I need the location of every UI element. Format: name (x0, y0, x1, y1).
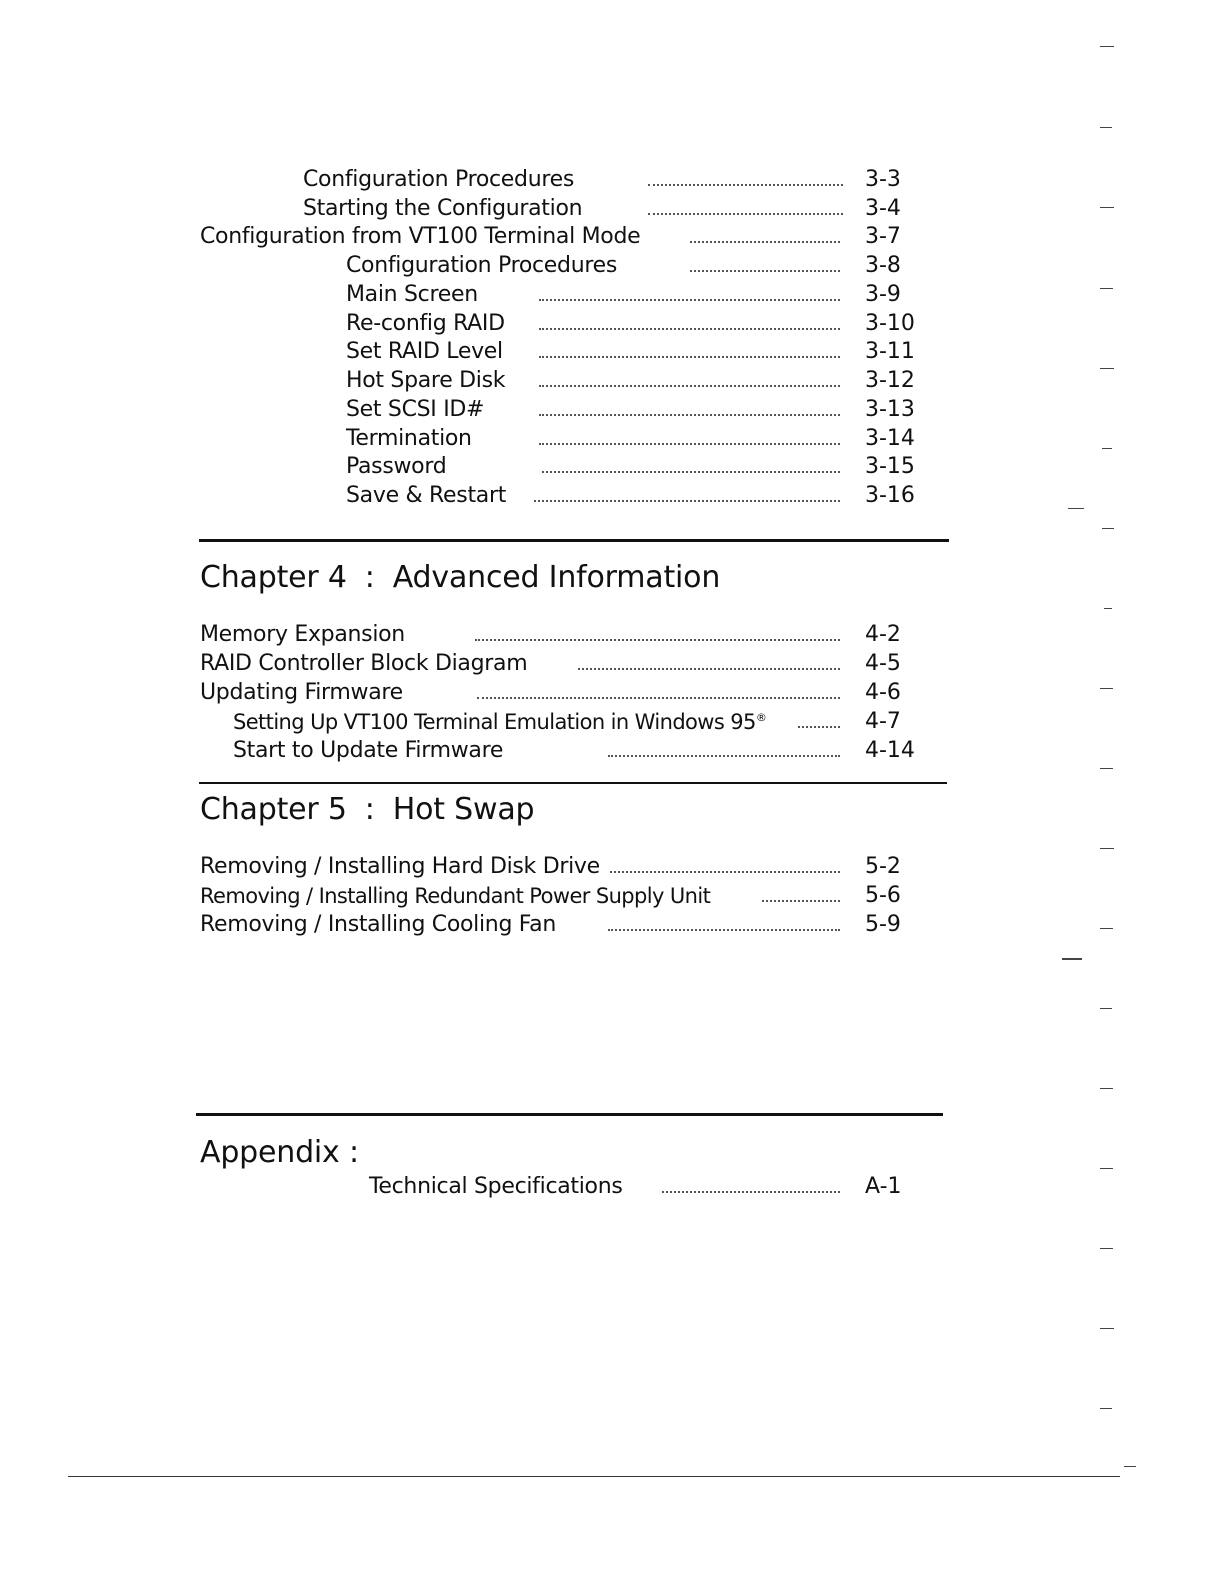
dot-leader (610, 871, 840, 873)
dot-leader (534, 500, 840, 502)
toc-entry-label: Start to Update Firmware (233, 738, 504, 763)
margin-mark (1100, 127, 1112, 128)
dot-leader (762, 900, 840, 902)
chapter-heading (200, 560, 720, 596)
toc-entry-label-text: Setting Up VT100 Terminal Emulation in Windows 95 (233, 710, 756, 734)
toc-entry[interactable] (346, 396, 923, 424)
toc-entry-label: Re-config RAID (346, 311, 505, 336)
margin-mark (1100, 288, 1113, 289)
margin-mark (1068, 508, 1084, 509)
toc-entry[interactable] (200, 853, 923, 881)
page-bottom-rule (68, 1476, 1120, 1477)
toc-entry[interactable] (200, 911, 923, 939)
toc-entry-page: 4-14 (865, 738, 915, 763)
toc-entry-page: 5-9 (865, 912, 901, 937)
toc-entry[interactable] (233, 737, 923, 765)
toc-entry-label: Removing / Installing Hard Disk Drive (200, 854, 600, 879)
margin-mark (1100, 1008, 1112, 1009)
toc-entry-label: Password (346, 454, 447, 479)
appendix-heading: Appendix : (200, 1135, 359, 1170)
toc-entry[interactable] (346, 453, 923, 481)
margin-mark (1062, 958, 1082, 960)
dot-leader (608, 929, 840, 931)
toc-entry-page: 3-7 (865, 224, 901, 249)
toc-entry-label: Set SCSI ID# (346, 397, 485, 422)
toc-entry-label: Technical Specifications (369, 1174, 623, 1199)
dot-leader (662, 1191, 840, 1193)
chapter-separator: : (364, 792, 375, 827)
toc-entry[interactable] (233, 708, 923, 736)
margin-mark (1100, 1248, 1113, 1249)
toc-entry[interactable] (346, 281, 923, 309)
chapter-number: Chapter 4 (200, 560, 347, 595)
registered-mark: ® (755, 711, 767, 724)
toc-entry-label: Configuration from VT100 Terminal Mode (200, 224, 641, 249)
margin-mark (1100, 1328, 1114, 1329)
dot-leader (690, 270, 840, 272)
toc-entry-label: Set RAID Level (346, 339, 503, 364)
toc-entry[interactable] (346, 338, 923, 366)
margin-mark (1100, 46, 1114, 47)
toc-entry[interactable] (200, 650, 923, 678)
section-divider (199, 782, 947, 784)
dot-leader (477, 697, 840, 699)
toc-entry[interactable] (346, 310, 923, 338)
margin-mark (1124, 1466, 1136, 1467)
dot-leader (475, 639, 840, 641)
toc-entry-page: 3-11 (865, 339, 915, 364)
toc-entry-page: 4-5 (865, 651, 901, 676)
dot-leader (539, 385, 840, 387)
toc-entry-page: 3-16 (865, 483, 915, 508)
chapter-title: Hot Swap (392, 792, 535, 827)
toc-entry-label: Configuration Procedures (346, 253, 617, 278)
toc-entry-label: Save & Restart (346, 483, 507, 508)
toc-entry-label: Removing / Installing Redundant Power Supply Unit (200, 884, 711, 908)
toc-entry[interactable] (200, 679, 923, 707)
chapter-separator: : (364, 560, 375, 595)
toc-entry[interactable] (346, 252, 923, 280)
toc-entry-label: Starting the Configuration (303, 196, 583, 221)
toc-entry-page: 5-2 (865, 854, 901, 879)
margin-mark (1100, 207, 1114, 208)
toc-entry[interactable] (369, 1173, 923, 1201)
dot-leader (648, 184, 843, 186)
dot-leader (798, 726, 840, 728)
toc-entry-page: A-1 (865, 1174, 902, 1199)
toc-entry-label: Memory Expansion (200, 622, 405, 647)
toc-entry[interactable] (200, 223, 923, 251)
dot-leader (539, 443, 840, 445)
toc-entry[interactable] (303, 195, 923, 223)
toc-entry-page: 3-15 (865, 454, 915, 479)
dot-leader (539, 328, 840, 330)
dot-leader (539, 414, 840, 416)
margin-mark (1100, 768, 1113, 769)
margin-mark (1100, 688, 1113, 689)
toc-entry-page: 5-6 (865, 883, 901, 908)
toc-entry[interactable] (346, 425, 923, 453)
toc-entry-label: Removing / Installing Cooling Fan (200, 912, 556, 937)
dot-leader (578, 668, 840, 670)
toc-entry-label: Updating Firmware (200, 680, 403, 705)
toc-entry-page: 4-2 (865, 622, 901, 647)
margin-mark (1100, 1168, 1113, 1169)
dot-leader (690, 241, 840, 243)
dot-leader (648, 213, 843, 215)
margin-mark (1102, 448, 1112, 449)
margin-mark (1100, 848, 1114, 849)
dot-leader (608, 755, 840, 757)
toc-entry-page: 3-10 (865, 311, 915, 336)
toc-entry[interactable] (200, 621, 923, 649)
toc-entry-page: 3-9 (865, 282, 901, 307)
margin-mark (1100, 1088, 1113, 1089)
toc-entry[interactable] (346, 482, 923, 510)
toc-entry-label (233, 708, 766, 736)
chapter-number: Chapter 5 (200, 792, 347, 827)
toc-entry-page: 4-7 (865, 709, 901, 734)
chapter-heading (200, 792, 534, 828)
dot-leader (539, 356, 840, 358)
toc-entry-page: 3-12 (865, 368, 915, 393)
toc-entry-page: 3-8 (865, 253, 901, 278)
toc-entry-label: Hot Spare Disk (346, 368, 506, 393)
chapter-title: Advanced Information (392, 560, 721, 595)
section-divider (196, 1113, 943, 1116)
toc-entry[interactable] (346, 367, 923, 395)
margin-mark (1100, 928, 1113, 929)
toc-entry-label: RAID Controller Block Diagram (200, 651, 528, 676)
margin-mark (1100, 1408, 1112, 1409)
toc-entry-label: Main Screen (346, 282, 478, 307)
toc-entry[interactable] (303, 166, 923, 194)
toc-entry-page: 3-14 (865, 426, 915, 451)
margin-mark (1104, 608, 1112, 609)
toc-entry-label: Termination (346, 426, 472, 451)
toc-entry-page: 3-4 (865, 196, 901, 221)
toc-entry[interactable] (200, 882, 923, 910)
margin-mark (1100, 368, 1114, 369)
dot-leader (542, 471, 840, 473)
toc-entry-page: 4-6 (865, 680, 901, 705)
toc-entry-page: 3-13 (865, 397, 915, 422)
toc-entry-label: Configuration Procedures (303, 167, 574, 192)
dot-leader (539, 299, 840, 301)
toc-entry-page: 3-3 (865, 167, 901, 192)
section-divider (199, 539, 949, 542)
margin-mark (1102, 528, 1114, 529)
